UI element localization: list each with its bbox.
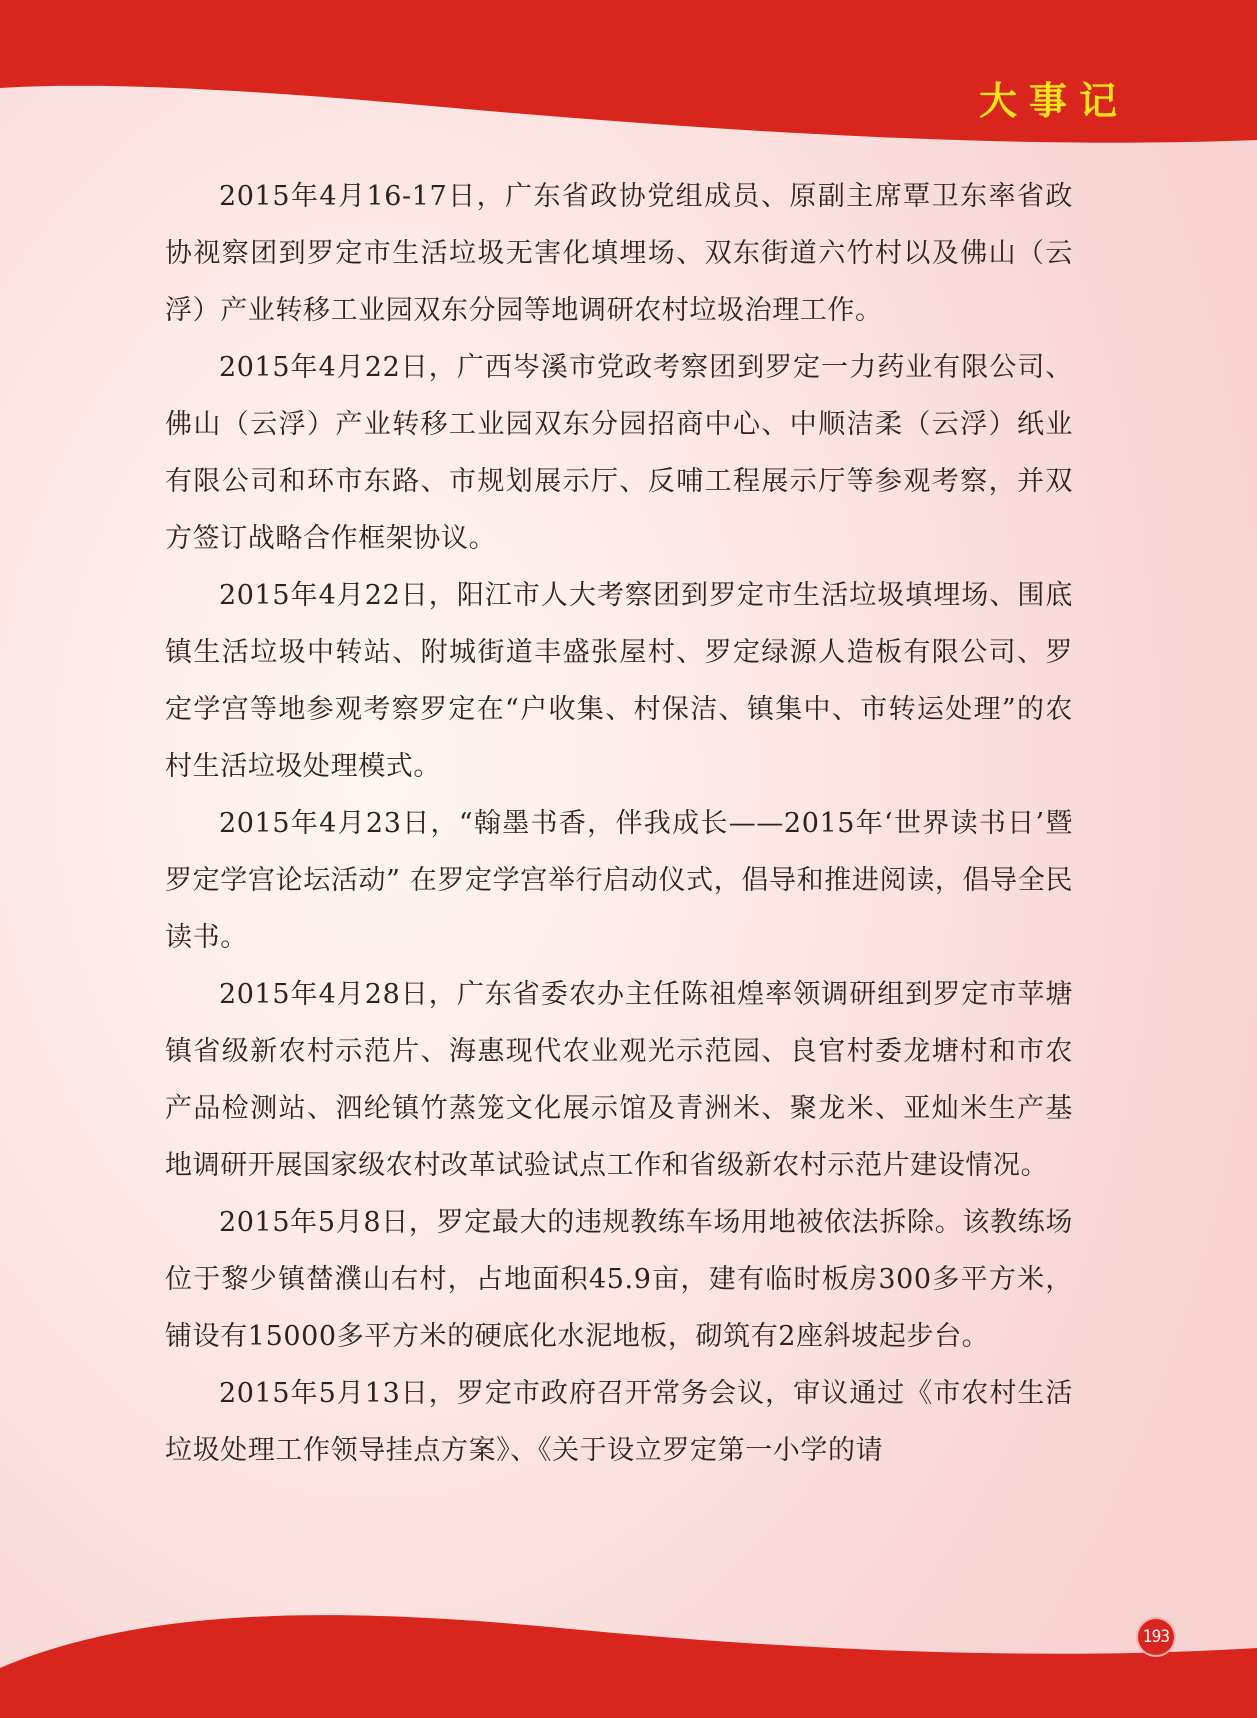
chronicle-entry: 2015年5月13日，罗定市政府召开常务会议，审议通过《市农村生活垃圾处理工作领导挂点方案》、《关于设立罗定第一小学的请 xyxy=(165,1378,1073,1466)
chronicle-body xyxy=(165,168,1073,1479)
chronicle-entry: 2015年4月22日，阳江市人大考察团到罗定市生活垃圾填埋场、围底镇生活垃圾中转站、附城街道丰盛张屋村、罗定绿源人造板有限公司、罗定学宫等地参观考察罗定在“户收集、村保洁、镇集中、市转运处理”的农村生活垃圾处理模式。 xyxy=(165,580,1073,782)
chronicle-entry: 2015年4月22日，广西岑溪市党政考察团到罗定一力药业有限公司、佛山（云浮）产业转移工业园双东分园招商中心、中顺洁柔（云浮）纸业有限公司和环市东路、市规划展示厅、反哺工程展示厅等参观考察，并双方签订战略合作框架协议。 xyxy=(165,352,1073,554)
chronicle-entry: 2015年4月28日，广东省委农办主任陈祖煌率领调研组到罗定市苹塘镇省级新农村示范片、海惠现代农业观光示范园、良官村委龙塘村和市农产品检测站、泗纶镇竹蒸笼文化展示馆及青洲米、聚龙米、亚灿米生产基地调研开展国家级农村改革试验试点工作和省级新农村示范片建设情况。 xyxy=(165,979,1073,1181)
footer-red-band xyxy=(0,1568,1257,1718)
page-number: 193 xyxy=(1138,1619,1174,1655)
chronicle-entry: 2015年4月16-17日，广东省政协党组成员、原副主席覃卫东率省政协视察团到罗定市生活垃圾无害化填埋场、双东街道六竹村以及佛山（云浮）产业转移工业园双东分园等地调研农村垃圾治理工作。 xyxy=(165,181,1073,326)
chronicle-entry: 2015年5月8日，罗定最大的违规教练车场用地被依法拆除。该教练场位于黎少镇榃濮山右村，占地面积45.9亩，建有临时板房300多平方米，铺设有15000多平方米的硬底化水泥地板，砌筑有2座斜坡起步台。 xyxy=(165,1207,1073,1352)
section-title: 大事记 xyxy=(978,79,1129,123)
chronicle-entry: 2015年4月23日，“翰墨书香，伴我成长——2015年‘世界读书日’暨罗定学宫论坛活动” 在罗定学宫举行启动仪式，倡导和推进阅读，倡导全民读书。 xyxy=(165,808,1073,953)
